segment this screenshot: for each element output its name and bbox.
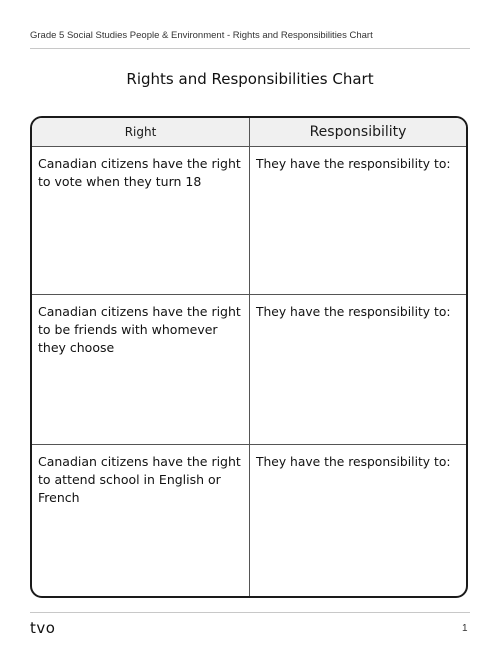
footer-divider [30, 612, 470, 613]
page-header: Grade 5 Social Studies People & Environment - Rights and Responsibilities Chart [30, 30, 470, 49]
right-cell-2: Canadian citizens have the right to be friends with whomever they choose [32, 295, 250, 444]
tvo-logo: tvo [30, 619, 56, 637]
page-number: 1 [462, 623, 468, 634]
responsibility-cell-2[interactable]: They have the responsibility to: [256, 305, 451, 319]
column-header-right: Right [32, 118, 250, 147]
right-cell-1: Canadian citizens have the right to vote when they turn 18 [32, 147, 250, 294]
responsibility-cell-1[interactable]: They have the responsibility to: [256, 157, 451, 171]
column-header-responsibility: Responsibility [250, 118, 466, 147]
responsibility-cell-3[interactable]: They have the responsibility to: [256, 455, 451, 469]
right-cell-3: Canadian citizens have the right to attend school in English or French [32, 445, 250, 598]
rights-responsibilities-table [30, 116, 468, 598]
page-title: Rights and Responsibilities Chart [126, 70, 374, 88]
